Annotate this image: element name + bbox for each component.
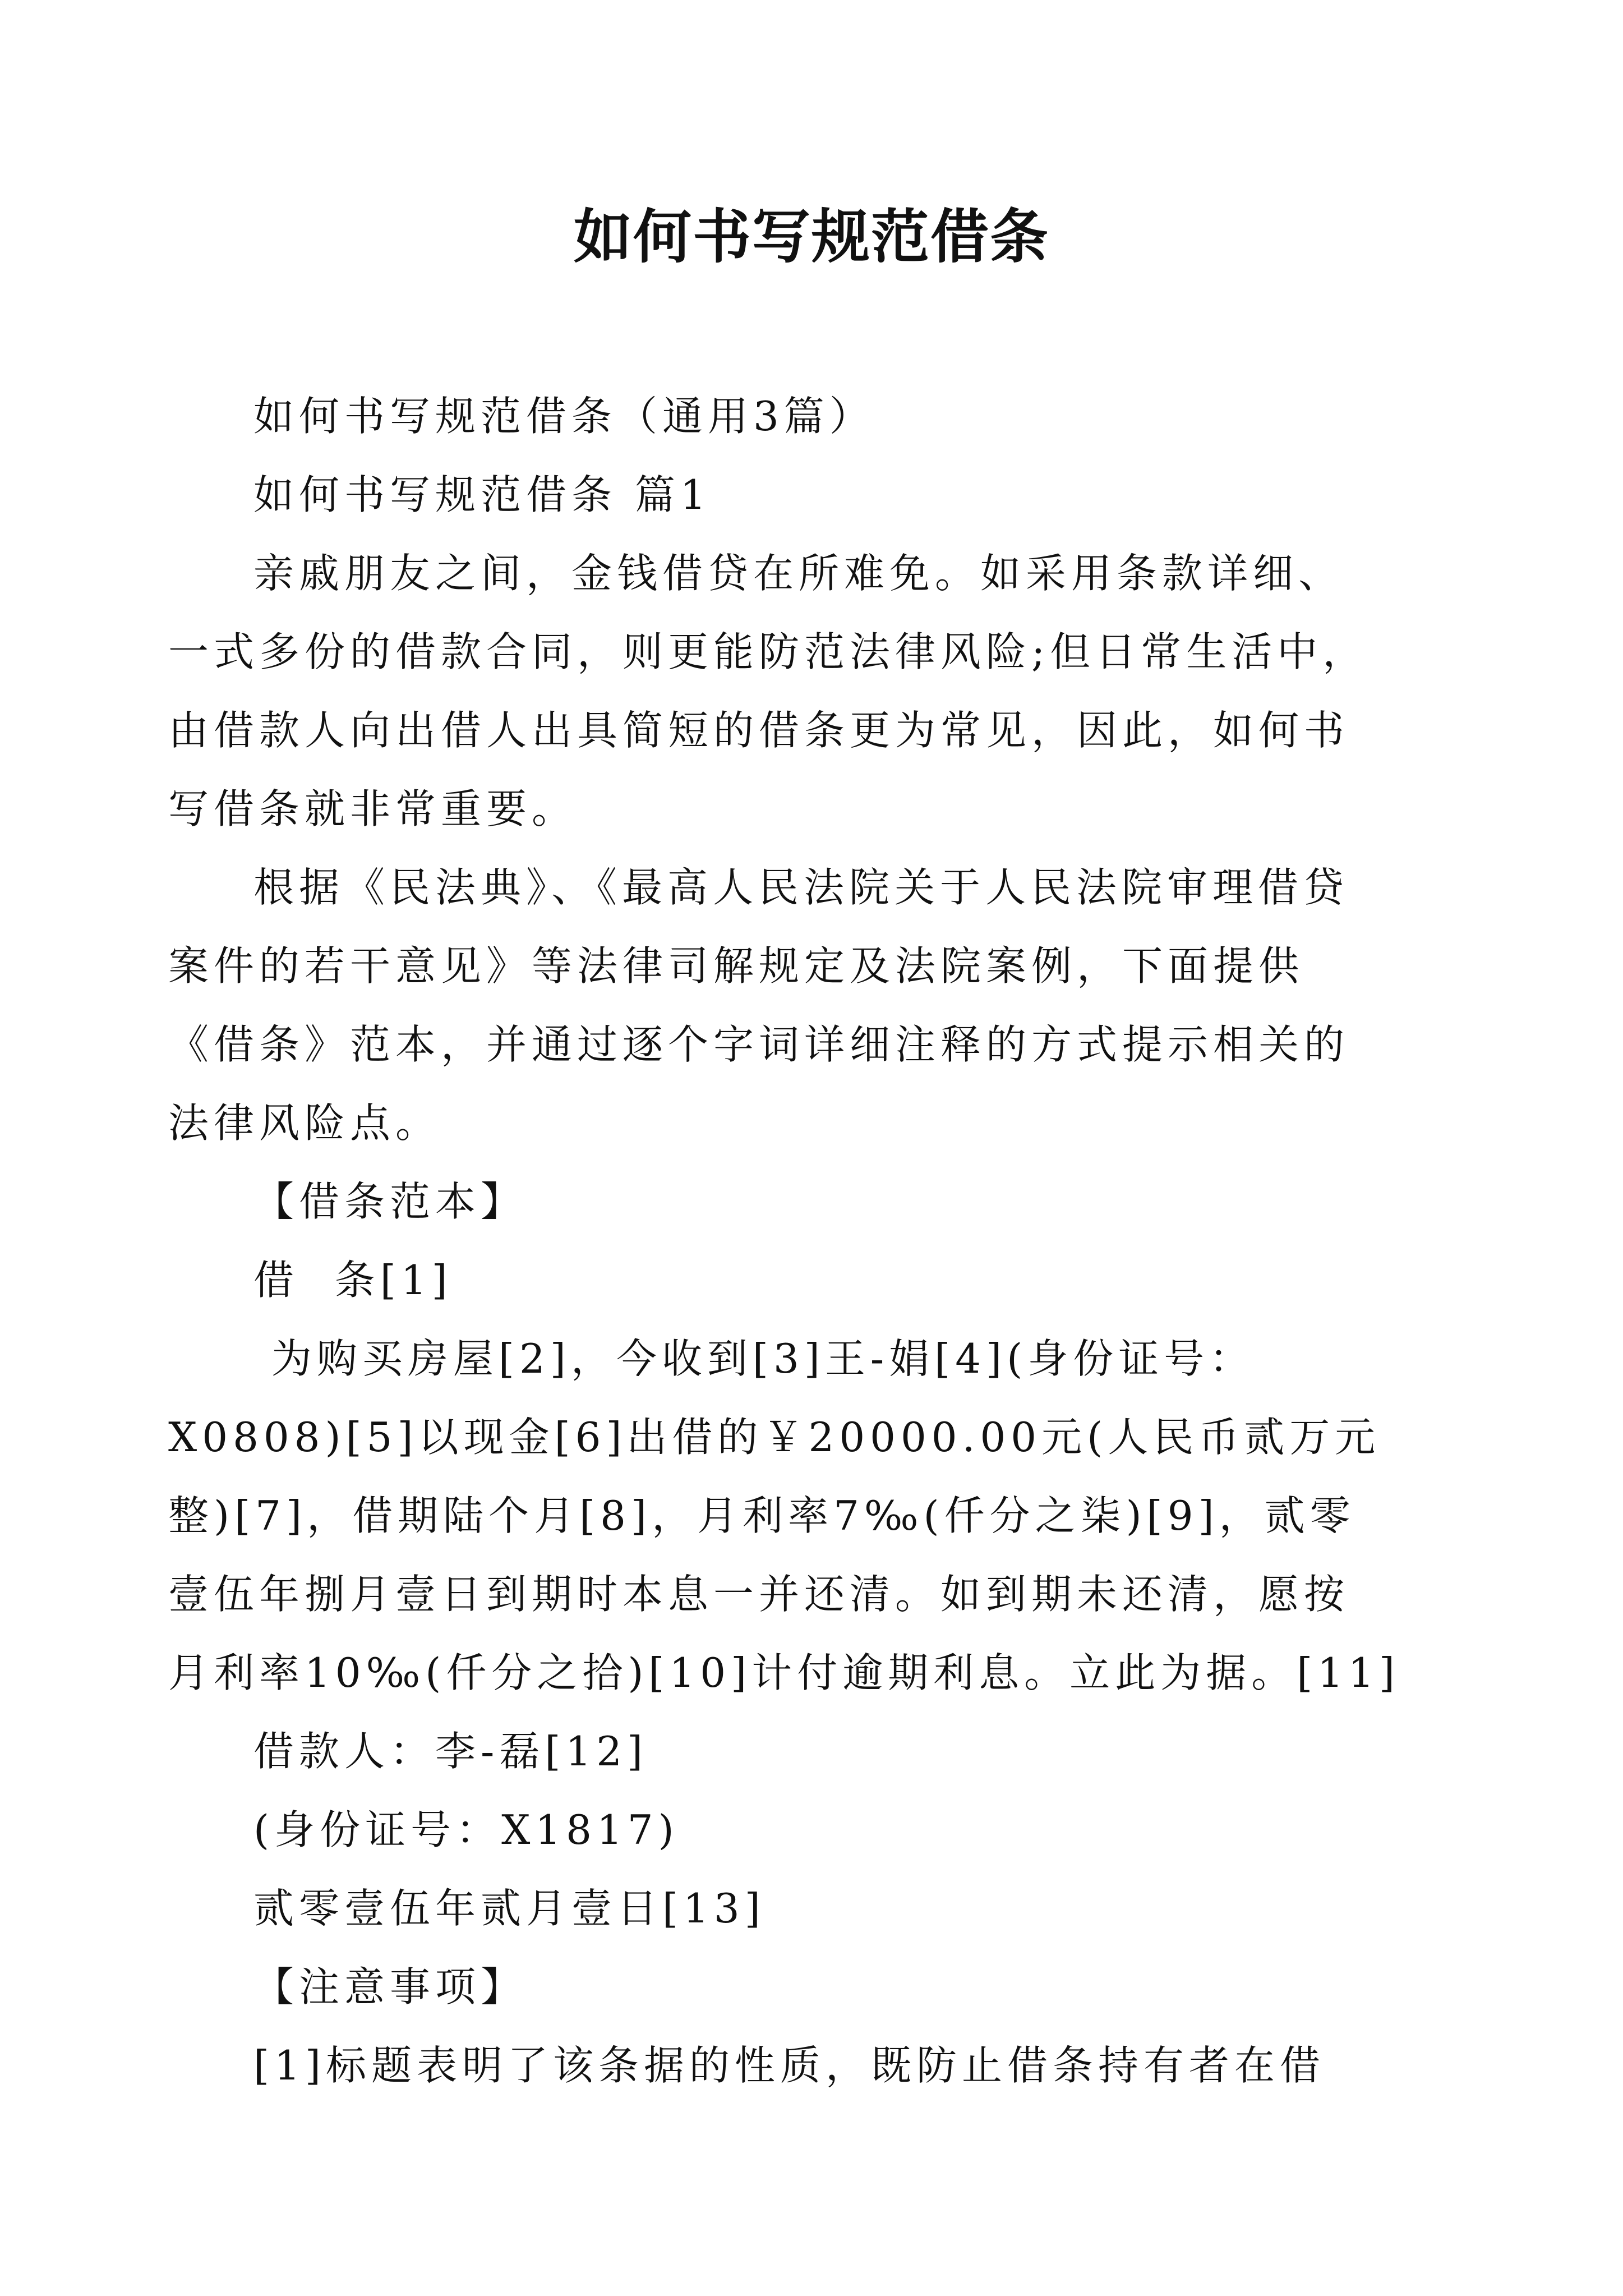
borrower-line: 借款人：李-磊[12]	[253, 1728, 648, 1775]
paragraph-line: 一式多份的借款合同，则更能防范法律风险;但日常生活中，	[168, 628, 1368, 675]
paragraph-line: 由借款人向出借人出具简短的借条更为常见，因此，如何书	[168, 707, 1350, 754]
notes-heading: 【注意事项】	[253, 1963, 527, 2010]
iou-body-line: X0808)[5]以现金[6]出借的￥20000.00元(人民币贰万元	[168, 1414, 1381, 1461]
paragraph-line: 亲戚朋友之间，金钱借贷在所难免。如采用条款详细、	[253, 550, 1344, 597]
date-line: 贰零壹伍年贰月壹日[13]	[253, 1885, 766, 1932]
paragraph-line: 法律风险点。	[168, 1099, 441, 1147]
paragraph-line: 根据《民法典》、《最高人民法院关于人民法院审理借贷	[253, 864, 1349, 911]
iou-title-line: 借 条[1]	[253, 1257, 453, 1304]
iou-body-line: 壹伍年捌月壹日到期时本息一并还清。如到期未还清，愿按	[168, 1571, 1350, 1618]
document-title: 如何书写规范借条	[573, 202, 1049, 271]
borrower-id-line: (身份证号：X1817)	[253, 1806, 679, 1853]
template-heading: 【借条范本】	[253, 1178, 527, 1225]
section-heading: 如何书写规范借条 篇1	[253, 471, 711, 518]
paragraph-line: 写借条就非常重要。	[168, 785, 578, 832]
subtitle-line: 如何书写规范借条（通用3篇）	[253, 393, 875, 440]
iou-body-line: 为购买房屋[2]，今收到[3]王-娟[4](身份证号：	[253, 1335, 1255, 1382]
note-line: [1]标题表明了该条据的性质，既防止借条持有者在借	[253, 2042, 1325, 2089]
iou-body-line: 月利率10‰(仟分之拾)[10]计付逾期利息。立此为据。[11]	[168, 1649, 1400, 1696]
iou-body-line: 整)[7]，借期陆个月[8]，月利率7‰(仟分之柒)[9]，贰零	[168, 1492, 1355, 1539]
paragraph-line: 案件的若干意见》等法律司解规定及法院案例，下面提供	[168, 942, 1304, 990]
paragraph-line: 《借条》范本，并通过逐个字词详细注释的方式提示相关的	[168, 1021, 1350, 1068]
document-body	[168, 377, 1400, 2105]
